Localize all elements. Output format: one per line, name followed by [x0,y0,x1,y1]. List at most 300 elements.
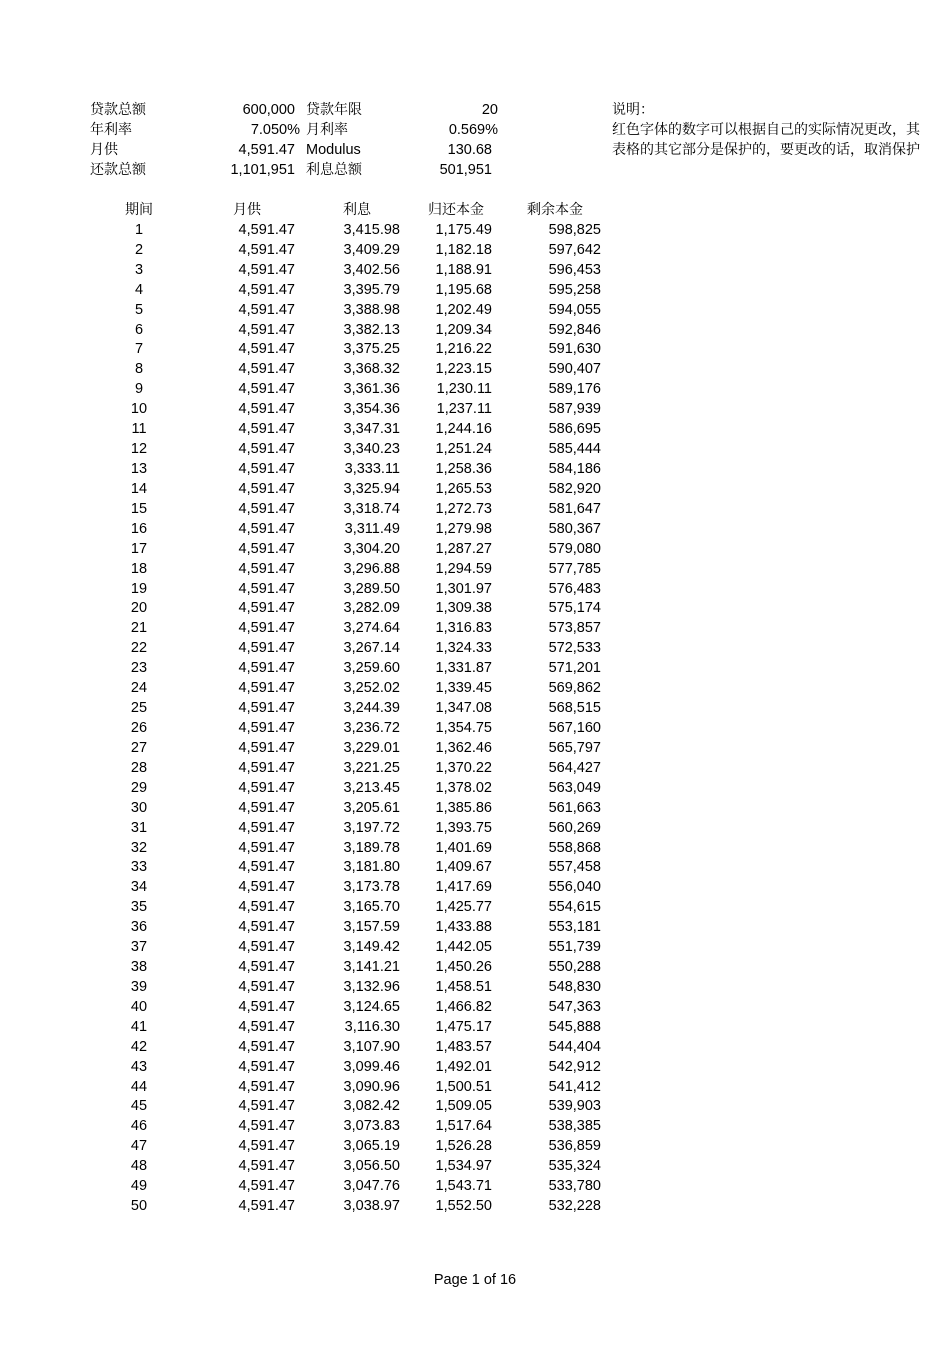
cell-period: 27 [130,739,148,756]
cell-payment: 4,591.47 [238,361,295,378]
cell-principal: 1,279.98 [435,520,492,537]
cell-payment: 4,591.47 [238,580,295,597]
table-row [0,539,620,559]
cell-period: 30 [130,799,148,816]
cell-principal: 1,417.69 [435,879,492,896]
cell-interest: 3,333.11 [344,460,400,477]
cell-payment: 4,591.47 [238,939,295,956]
cell-period: 15 [130,500,148,517]
cell-principal: 1,339.45 [435,680,492,697]
cell-payment: 4,591.47 [238,520,295,537]
cell-payment: 4,591.47 [238,859,295,876]
cell-interest: 3,259.60 [343,660,400,677]
cell-remaining: 567,160 [548,719,601,736]
table-row [0,957,620,977]
cell-principal: 1,378.02 [435,779,492,796]
cell-remaining: 538,385 [548,1118,601,1135]
cell-period: 9 [134,381,144,398]
table-row [0,459,620,479]
total-interest-label: 利息总额 [306,162,362,178]
cell-period: 18 [130,560,148,577]
cell-remaining: 533,780 [548,1178,601,1195]
table-row [0,698,620,718]
cell-remaining: 557,458 [548,859,601,876]
table-row [0,519,620,539]
cell-interest: 3,047.76 [343,1178,400,1195]
cell-interest: 3,375.25 [343,341,400,358]
cell-payment: 4,591.47 [238,301,295,318]
cell-remaining: 595,258 [548,281,601,298]
cell-period: 22 [130,640,148,657]
cell-period: 13 [130,460,148,477]
cell-interest: 3,289.50 [343,580,400,597]
cell-remaining: 561,663 [548,799,601,816]
cell-interest: 3,038.97 [343,1198,400,1215]
cell-remaining: 542,912 [548,1058,601,1075]
cell-principal: 1,202.49 [435,301,492,318]
cell-principal: 1,309.38 [435,600,492,617]
cell-principal: 1,272.73 [435,500,492,517]
cell-payment: 4,591.47 [238,719,295,736]
table-row [0,1156,620,1176]
table-row [0,479,620,499]
cell-interest: 3,056.50 [343,1158,400,1175]
cell-remaining: 573,857 [548,620,601,637]
table-row [0,1176,620,1196]
cell-payment: 4,591.47 [238,321,295,338]
cell-payment: 4,591.47 [238,221,295,238]
cell-period: 3 [134,261,144,278]
table-row [0,798,620,818]
table-row [0,1116,620,1136]
cell-payment: 4,591.47 [238,620,295,637]
modulus-label: Modulus [306,142,361,158]
cell-remaining: 582,920 [548,480,601,497]
table-row [0,618,620,638]
cell-interest: 3,252.02 [343,680,400,697]
cell-payment: 4,591.47 [238,241,295,258]
loan-years-value: 20 [481,102,498,118]
cell-remaining: 597,642 [548,241,601,258]
loan-total-value: 600,000 [242,102,295,118]
cell-principal: 1,534.97 [435,1158,492,1175]
cell-interest: 3,236.72 [343,719,400,736]
cell-remaining: 596,453 [548,261,601,278]
table-row [0,1077,620,1097]
cell-period: 32 [130,839,148,856]
cell-interest: 3,325.94 [343,480,400,497]
cell-period: 11 [131,421,147,438]
cell-payment: 4,591.47 [238,1058,295,1075]
cell-remaining: 544,404 [548,1038,601,1055]
cell-interest: 3,244.39 [343,700,400,717]
cell-period: 39 [130,978,148,995]
cell-interest: 3,267.14 [343,640,400,657]
cell-interest: 3,205.61 [343,799,400,816]
cell-period: 42 [130,1038,148,1055]
cell-remaining: 572,533 [548,640,601,657]
monthly-payment-value: 4,591.47 [238,142,295,158]
table-row [0,838,620,858]
cell-interest: 3,107.90 [343,1038,400,1055]
cell-payment: 4,591.47 [238,500,295,517]
cell-interest: 3,296.88 [343,560,400,577]
cell-interest: 3,197.72 [343,819,400,836]
cell-interest: 3,099.46 [343,1058,400,1075]
cell-principal: 1,483.57 [435,1038,492,1055]
cell-period: 2 [134,241,144,258]
cell-interest: 3,149.42 [343,939,400,956]
header-principal: 归还本金 [428,202,484,218]
cell-payment: 4,591.47 [238,560,295,577]
cell-period: 23 [130,660,148,677]
cell-interest: 3,395.79 [343,281,400,298]
cell-payment: 4,591.47 [238,281,295,298]
cell-principal: 1,237.11 [436,401,492,418]
table-row [0,260,620,280]
cell-period: 31 [130,819,148,836]
cell-remaining: 591,630 [548,341,601,358]
table-row [0,1017,620,1037]
cell-payment: 4,591.47 [238,1178,295,1195]
cell-period: 43 [130,1058,148,1075]
cell-principal: 1,209.34 [435,321,492,338]
notes-line: 表格的其它部分是保护的，要更改的话，取消保护 [612,142,920,158]
cell-payment: 4,591.47 [238,460,295,477]
cell-remaining: 532,228 [548,1198,601,1215]
table-row [0,559,620,579]
table-row [0,339,620,359]
cell-period: 17 [130,540,148,557]
cell-principal: 1,244.16 [435,421,492,438]
cell-payment: 4,591.47 [238,1198,295,1215]
cell-principal: 1,401.69 [435,839,492,856]
table-row [0,419,620,439]
table-row [0,1136,620,1156]
table-row [0,897,620,917]
cell-principal: 1,409.67 [435,859,492,876]
cell-principal: 1,442.05 [435,939,492,956]
cell-interest: 3,213.45 [343,779,400,796]
cell-remaining: 551,739 [548,939,601,956]
cell-principal: 1,216.22 [435,341,492,358]
table-row [0,738,620,758]
cell-payment: 4,591.47 [238,441,295,458]
table-row [0,758,620,778]
cell-period: 41 [130,1018,148,1035]
cell-interest: 3,065.19 [343,1138,400,1155]
table-row [0,579,620,599]
table-row [0,320,620,340]
cell-principal: 1,182.18 [435,241,492,258]
cell-payment: 4,591.47 [238,261,295,278]
table-row [0,778,620,798]
cell-principal: 1,251.24 [435,441,492,458]
cell-principal: 1,347.08 [435,700,492,717]
cell-principal: 1,258.36 [435,460,492,477]
cell-interest: 3,368.32 [343,361,400,378]
cell-period: 25 [130,700,148,717]
table-header-row [0,200,620,220]
loan-years-label: 贷款年限 [306,102,362,118]
cell-principal: 1,175.49 [435,221,492,238]
cell-principal: 1,500.51 [435,1078,492,1095]
table-row [0,1037,620,1057]
cell-payment: 4,591.47 [238,1138,295,1155]
notes-title: 说明： [612,102,654,118]
cell-interest: 3,354.36 [343,401,400,418]
cell-payment: 4,591.47 [238,998,295,1015]
cell-payment: 4,591.47 [238,899,295,916]
cell-period: 6 [134,321,144,338]
cell-principal: 1,287.27 [435,540,492,557]
cell-remaining: 576,483 [548,580,601,597]
cell-principal: 1,316.83 [435,620,492,637]
monthly-payment-label: 月供 [90,142,118,158]
cell-principal: 1,458.51 [435,978,492,995]
cell-remaining: 560,269 [548,819,601,836]
table-row [0,718,620,738]
header-interest: 利息 [343,202,371,218]
cell-payment: 4,591.47 [238,978,295,995]
cell-interest: 3,274.64 [343,620,400,637]
cell-period: 50 [130,1198,148,1215]
cell-remaining: 592,846 [548,321,601,338]
cell-remaining: 581,647 [548,500,601,517]
table-row [0,857,620,877]
cell-period: 12 [130,441,148,458]
cell-principal: 1,324.33 [435,640,492,657]
cell-remaining: 539,903 [548,1098,601,1115]
cell-interest: 3,189.78 [343,839,400,856]
cell-remaining: 579,080 [548,540,601,557]
cell-principal: 1,188.91 [435,261,492,278]
cell-payment: 4,591.47 [238,959,295,976]
cell-payment: 4,591.47 [238,1038,295,1055]
cell-period: 1 [134,221,144,238]
cell-remaining: 584,186 [548,460,601,477]
cell-principal: 1,475.17 [435,1018,492,1035]
cell-remaining: 545,888 [548,1018,601,1035]
cell-payment: 4,591.47 [238,1078,295,1095]
cell-remaining: 598,825 [548,221,601,238]
cell-interest: 3,173.78 [343,879,400,896]
cell-principal: 1,526.28 [435,1138,492,1155]
cell-remaining: 587,939 [548,401,601,418]
cell-principal: 1,552.50 [435,1198,492,1215]
cell-remaining: 547,363 [548,998,601,1015]
cell-remaining: 548,830 [548,978,601,995]
table-row [0,917,620,937]
cell-period: 38 [130,959,148,976]
cell-principal: 1,301.97 [435,580,492,597]
cell-remaining: 541,412 [548,1078,601,1095]
table-row [0,598,620,618]
notes-line: 红色字体的数字可以根据自己的实际情况更改，其 [612,122,920,138]
cell-principal: 1,354.75 [435,719,492,736]
cell-interest: 3,221.25 [343,759,400,776]
notes-block [612,100,950,160]
cell-payment: 4,591.47 [238,739,295,756]
modulus-value: 130.68 [447,142,492,158]
cell-remaining: 589,176 [548,381,601,398]
cell-interest: 3,388.98 [343,301,400,318]
cell-interest: 3,116.30 [344,1018,400,1035]
cell-period: 46 [130,1118,148,1135]
cell-interest: 3,311.49 [344,520,400,537]
table-row [0,1096,620,1116]
cell-period: 14 [130,480,148,497]
cell-interest: 3,415.98 [343,221,400,238]
cell-remaining: 558,868 [548,839,601,856]
cell-period: 7 [134,341,144,358]
cell-interest: 3,347.31 [343,421,400,438]
table-row [0,399,620,419]
cell-principal: 1,385.86 [435,799,492,816]
table-row [0,280,620,300]
cell-principal: 1,492.01 [435,1058,492,1075]
cell-principal: 1,223.15 [435,361,492,378]
page-footer: Page 1 of 16 [433,1272,517,1288]
cell-interest: 3,073.83 [343,1118,400,1135]
amortization-table [0,200,620,1216]
table-row [0,658,620,678]
table-body [0,220,620,1216]
cell-period: 44 [130,1078,148,1095]
annual-rate-label: 年利率 [90,122,132,138]
cell-remaining: 554,615 [548,899,601,916]
total-repay-value: 1,101,951 [230,162,295,178]
cell-interest: 3,340.23 [343,441,400,458]
cell-principal: 1,450.26 [435,959,492,976]
cell-principal: 1,466.82 [435,998,492,1015]
monthly-rate-label: 月利率 [306,122,348,138]
cell-interest: 3,382.13 [343,321,400,338]
cell-period: 29 [130,779,148,796]
cell-period: 24 [130,680,148,697]
cell-remaining: 563,049 [548,779,601,796]
cell-remaining: 568,515 [548,700,601,717]
cell-payment: 4,591.47 [238,759,295,776]
cell-period: 40 [130,998,148,1015]
cell-interest: 3,141.21 [343,959,400,976]
cell-principal: 1,517.64 [435,1118,492,1135]
cell-payment: 4,591.47 [238,1118,295,1135]
cell-payment: 4,591.47 [238,779,295,796]
total-interest-value: 501,951 [439,162,492,178]
cell-principal: 1,294.59 [435,560,492,577]
cell-interest: 3,082.42 [343,1098,400,1115]
cell-payment: 4,591.47 [238,341,295,358]
cell-remaining: 553,181 [548,919,601,936]
cell-interest: 3,229.01 [343,739,400,756]
cell-remaining: 556,040 [548,879,601,896]
table-row [0,1196,620,1216]
cell-payment: 4,591.47 [238,1098,295,1115]
cell-remaining: 585,444 [548,441,601,458]
cell-payment: 4,591.47 [238,401,295,418]
cell-period: 45 [130,1098,148,1115]
table-row [0,240,620,260]
cell-principal: 1,543.71 [435,1178,492,1195]
cell-period: 8 [134,361,144,378]
cell-period: 21 [130,620,148,637]
cell-period: 37 [130,939,148,956]
cell-remaining: 564,427 [548,759,601,776]
cell-remaining: 569,862 [548,680,601,697]
table-row [0,379,620,399]
cell-interest: 3,361.36 [343,381,400,398]
cell-payment: 4,591.47 [238,1158,295,1175]
table-row [0,499,620,519]
cell-payment: 4,591.47 [238,919,295,936]
cell-remaining: 565,797 [548,739,601,756]
cell-period: 10 [130,401,148,418]
cell-payment: 4,591.47 [238,600,295,617]
cell-payment: 4,591.47 [238,700,295,717]
cell-payment: 4,591.47 [238,819,295,836]
cell-payment: 4,591.47 [238,480,295,497]
cell-payment: 4,591.47 [238,640,295,657]
cell-payment: 4,591.47 [238,660,295,677]
cell-period: 35 [130,899,148,916]
cell-period: 36 [130,919,148,936]
cell-principal: 1,393.75 [435,819,492,836]
table-row [0,300,620,320]
cell-interest: 3,090.96 [343,1078,400,1095]
cell-period: 16 [130,520,148,537]
cell-remaining: 586,695 [548,421,601,438]
cell-period: 48 [130,1158,148,1175]
cell-payment: 4,591.47 [238,799,295,816]
cell-interest: 3,132.96 [343,978,400,995]
cell-payment: 4,591.47 [238,540,295,557]
table-row [0,359,620,379]
cell-interest: 3,409.29 [343,241,400,258]
cell-remaining: 594,055 [548,301,601,318]
table-row [0,977,620,997]
cell-period: 33 [130,859,148,876]
loan-total-label: 贷款总额 [90,102,146,118]
cell-principal: 1,370.22 [435,759,492,776]
cell-remaining: 550,288 [548,959,601,976]
cell-period: 47 [130,1138,148,1155]
table-row [0,638,620,658]
cell-period: 4 [134,281,144,298]
cell-period: 49 [130,1178,148,1195]
cell-payment: 4,591.47 [238,381,295,398]
cell-period: 34 [130,879,148,896]
cell-principal: 1,331.87 [435,660,492,677]
cell-interest: 3,165.70 [343,899,400,916]
cell-period: 26 [130,719,148,736]
cell-principal: 1,195.68 [435,281,492,298]
cell-remaining: 577,785 [548,560,601,577]
cell-principal: 1,433.88 [435,919,492,936]
cell-payment: 4,591.47 [238,839,295,856]
cell-payment: 4,591.47 [238,680,295,697]
header-payment: 月供 [233,202,261,218]
cell-period: 28 [130,759,148,776]
cell-remaining: 580,367 [548,520,601,537]
table-row [0,439,620,459]
cell-remaining: 590,407 [548,361,601,378]
cell-payment: 4,591.47 [238,879,295,896]
cell-interest: 3,181.80 [343,859,400,876]
cell-principal: 1,509.05 [435,1098,492,1115]
cell-interest: 3,282.09 [343,600,400,617]
table-row [0,220,620,240]
